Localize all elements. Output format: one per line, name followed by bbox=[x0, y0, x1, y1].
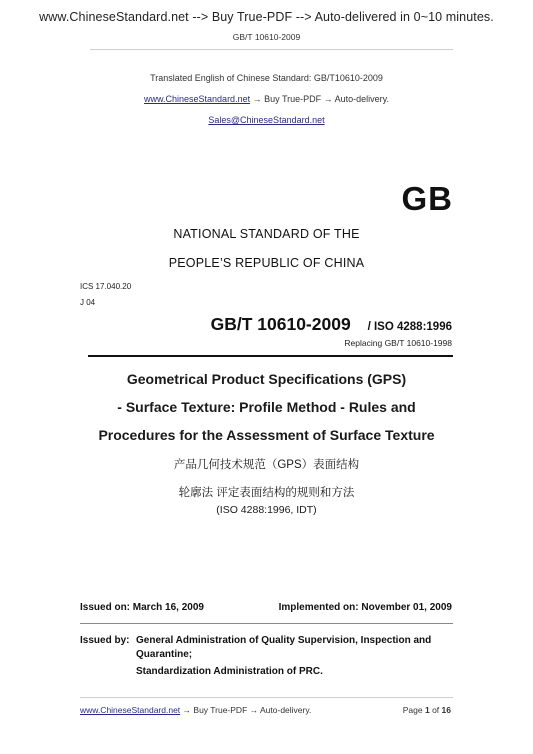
footer-divider bbox=[80, 697, 453, 698]
issuer-1-cont: Quarantine; bbox=[136, 649, 193, 660]
ccs-code: J 04 bbox=[80, 298, 96, 307]
title-en-line2: - Surface Texture: Profile Method - Rules and bbox=[117, 399, 416, 415]
of-label: of bbox=[432, 705, 440, 715]
title-cn-line1: 产品几何技术规范（GPS）表面结构 bbox=[173, 459, 360, 471]
footer-site-link[interactable]: www.ChineseStandard.net bbox=[80, 705, 181, 715]
standard-number bbox=[211, 314, 452, 335]
replacing-note: Replacing GB/T 10610-1998 bbox=[344, 338, 452, 348]
iso-equivalence: (ISO 4288:1996, IDT) bbox=[216, 504, 317, 516]
footer-delivery-note: → Buy True-PDF → Auto-delivery. bbox=[182, 705, 312, 715]
site-link[interactable]: www.ChineseStandard.net bbox=[144, 94, 251, 104]
header-standard-code: GB/T 10610-2009 bbox=[232, 32, 301, 42]
page-label: Page bbox=[402, 705, 423, 715]
issuer-2: Standardization Administration of PRC. bbox=[136, 666, 323, 677]
translation-links bbox=[0, 94, 533, 104]
page-total: 16 bbox=[441, 705, 451, 715]
title-en-line3: Procedures for the Assessment of Surface Texture bbox=[98, 427, 435, 443]
national-standard-line2: PEOPLE’S REPUBLIC OF CHINA bbox=[168, 256, 365, 270]
implemented-date: Implemented on: November 01, 2009 bbox=[278, 602, 452, 613]
dates-divider bbox=[80, 623, 453, 624]
issued-by-block bbox=[80, 634, 432, 679]
issued-by-label: Issued by: bbox=[80, 635, 130, 646]
title-divider bbox=[88, 355, 453, 357]
gb-number: GB/T 10610-2009 bbox=[210, 314, 351, 334]
iso-number: / ISO 4288:1996 bbox=[367, 321, 452, 333]
issuer-1: General Administration of Quality Supervision, Inspection and bbox=[136, 635, 432, 646]
ics-code: ICS 17.040.20 bbox=[80, 282, 132, 291]
footer-links bbox=[80, 705, 311, 715]
gb-logo: GB bbox=[401, 180, 453, 217]
issued-date: Issued on: March 16, 2009 bbox=[80, 602, 204, 613]
email-line bbox=[0, 115, 533, 125]
top-banner: www.ChineseStandard.net --> Buy True-PDF --> Auto-delivered in 0~10 minutes. bbox=[39, 10, 494, 24]
page-number: 1 bbox=[424, 705, 430, 715]
email-link[interactable]: Sales@ChineseStandard.net bbox=[208, 115, 325, 125]
title-en-line1: Geometrical Product Specifications (GPS) bbox=[126, 371, 407, 387]
page-indicator bbox=[403, 705, 451, 715]
national-standard-line1: NATIONAL STANDARD OF THE bbox=[173, 227, 360, 241]
translation-notice: Translated English of Chinese Standard: GB/T10610-2009 bbox=[150, 73, 383, 83]
delivery-note: → Buy True-PDF → Auto-delivery. bbox=[252, 94, 389, 104]
header-divider bbox=[90, 49, 453, 50]
title-cn-line2: 轮廓法 评定表面结构的规则和方法 bbox=[178, 487, 355, 499]
